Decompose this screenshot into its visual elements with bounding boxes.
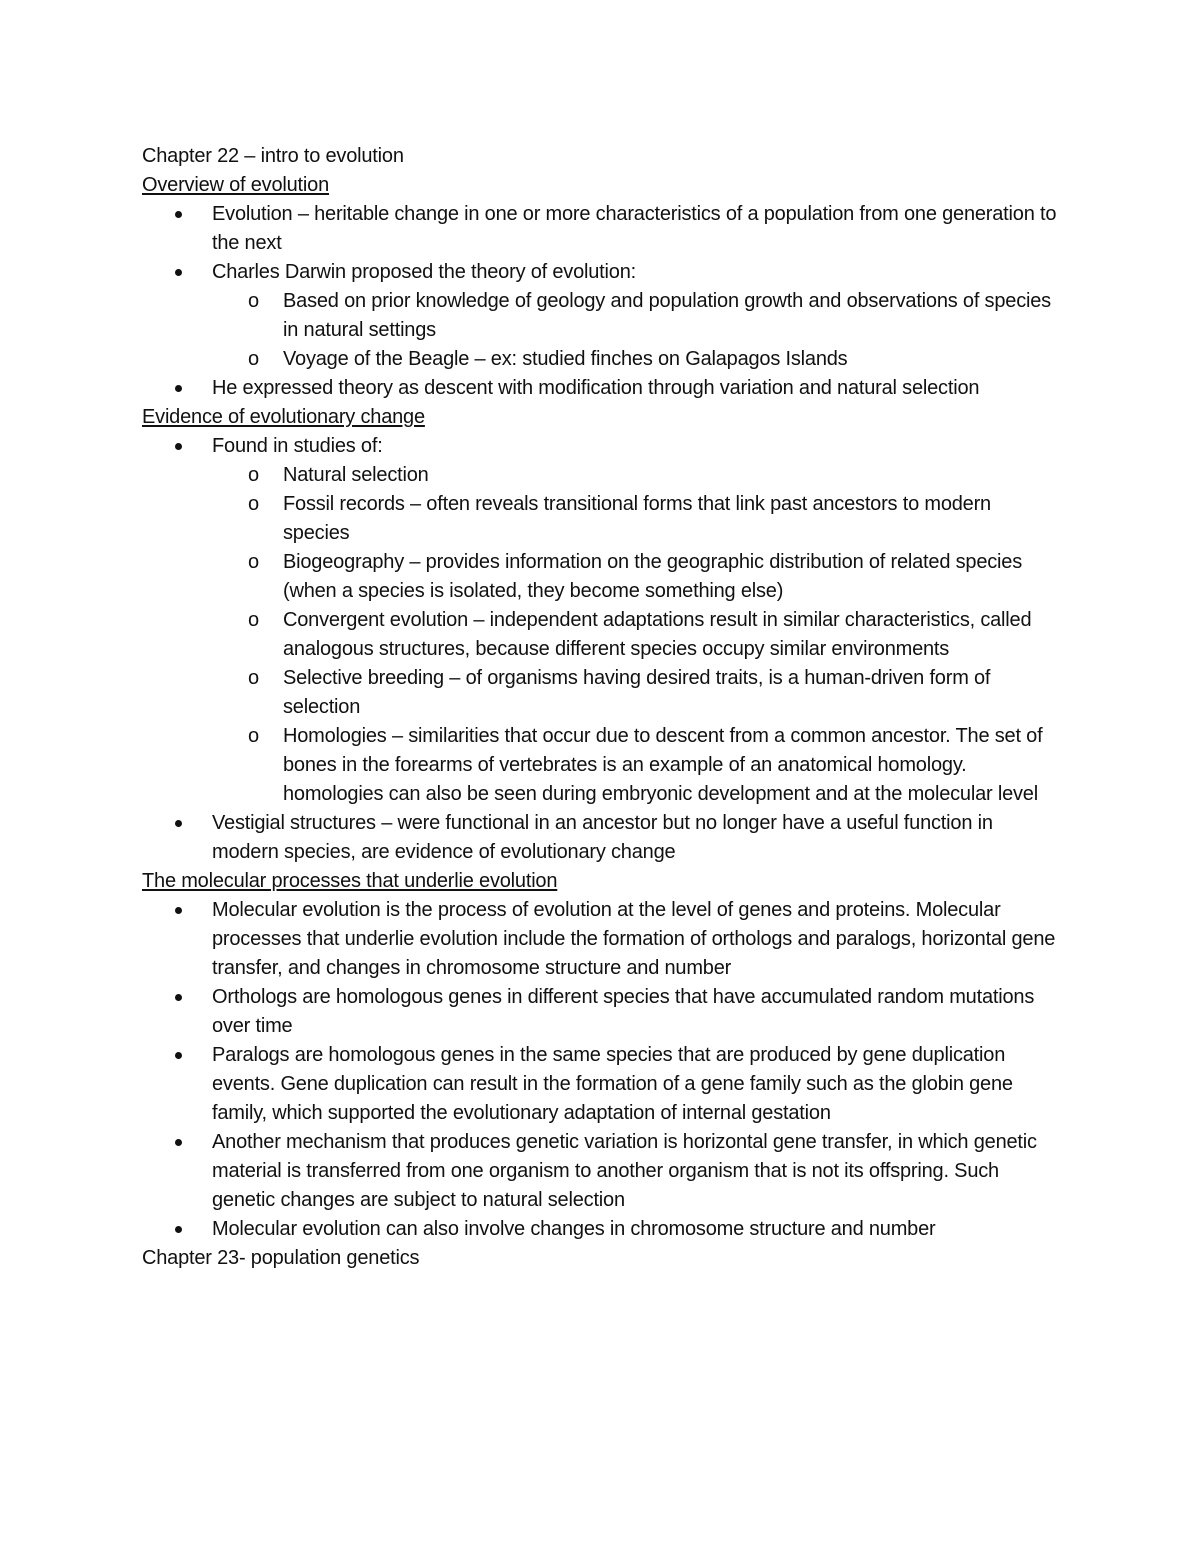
hollow-bullet-icon: o (248, 290, 259, 312)
hollow-bullet-icon: o (248, 725, 259, 747)
document-body (142, 142, 1062, 1273)
sub-list-item: o Based on prior knowledge of geology and population growth and observations of species in natural settings (142, 287, 1062, 345)
list-item: Paralogs are homologous genes in the same species that are produced by gene duplication events. Gene duplication can result in the formation of a gene family such as the globin gene family, which supported the evolutionary adaptation of internal gestation (142, 1041, 1062, 1128)
list-item: Found in studies of: (142, 432, 1062, 461)
bullet-icon (175, 385, 182, 392)
sub-list-item: o Homologies – similarities that occur due to descent from a common ancestor. The set of bones in the forearms of vertebrates is an example of an anatomical homology. homologies can also be seen during embryonic development and at the molecular level (142, 722, 1062, 809)
list-item: Molecular evolution can also involve changes in chromosome structure and number (142, 1215, 1062, 1244)
bullet-icon (175, 211, 182, 218)
section-heading-evidence: Evidence of evolutionary change (142, 406, 425, 428)
sub-list-item: o Fossil records – often reveals transitional forms that link past ancestors to modern species (142, 490, 1062, 548)
chapter-22-title: Chapter 22 – intro to evolution (142, 145, 404, 167)
bullet-list-evidence (142, 432, 1062, 867)
hollow-bullet-icon: o (248, 609, 259, 631)
bullet-icon (175, 269, 182, 276)
sub-list-item: o Selective breeding – of organisms having desired traits, is a human-driven form of selection (142, 664, 1062, 722)
hollow-bullet-icon: o (248, 348, 259, 370)
hollow-bullet-icon: o (248, 551, 259, 573)
bullet-icon (175, 443, 182, 450)
hollow-bullet-icon: o (248, 667, 259, 689)
section-heading-overview: Overview of evolution (142, 174, 330, 196)
list-item: Vestigial structures – were functional in an ancestor but no longer have a useful function in modern species, are evidence of evolutionary change (142, 809, 1062, 867)
bullet-icon (175, 1226, 182, 1233)
sub-list-item: o Voyage of the Beagle – ex: studied finches on Galapagos Islands (142, 345, 1062, 374)
list-item: Molecular evolution is the process of evolution at the level of genes and proteins. Molecular processes that underlie evolution include the formation of orthologs and paralogs, horizontal gene transfer, and changes in chromosome structure and number (142, 896, 1062, 983)
bullet-list-molecular (142, 896, 1062, 1244)
bullet-list-overview (142, 200, 1062, 403)
list-item: Another mechanism that produces genetic variation is horizontal gene transfer, in which genetic material is transferred from one organism to another organism that is not its offspring. Such genetic changes are subject to natural selection (142, 1128, 1062, 1215)
list-item: He expressed theory as descent with modification through variation and natural selection (142, 374, 1062, 403)
section-heading-molecular: The molecular processes that underlie evolution (142, 870, 558, 892)
list-item: Orthologs are homologous genes in different species that have accumulated random mutations over time (142, 983, 1062, 1041)
hollow-bullet-icon: o (248, 493, 259, 515)
sub-list-item: o Biogeography – provides information on the geographic distribution of related species (when a species is isolated, they become something else) (142, 548, 1062, 606)
bullet-icon (175, 994, 182, 1001)
list-item: Charles Darwin proposed the theory of evolution: (142, 258, 1062, 287)
bullet-icon (175, 1052, 182, 1059)
sub-list-item: o Convergent evolution – independent adaptations result in similar characteristics, called analogous structures, because different species occupy similar environments (142, 606, 1062, 664)
chapter-23-title: Chapter 23- population genetics (142, 1247, 420, 1269)
sub-list-item: o Natural selection (142, 461, 1062, 490)
bullet-icon (175, 820, 182, 827)
bullet-icon (175, 907, 182, 914)
hollow-bullet-icon: o (248, 464, 259, 486)
list-item: Evolution – heritable change in one or more characteristics of a population from one generation to the next (142, 200, 1062, 258)
bullet-icon (175, 1139, 182, 1146)
